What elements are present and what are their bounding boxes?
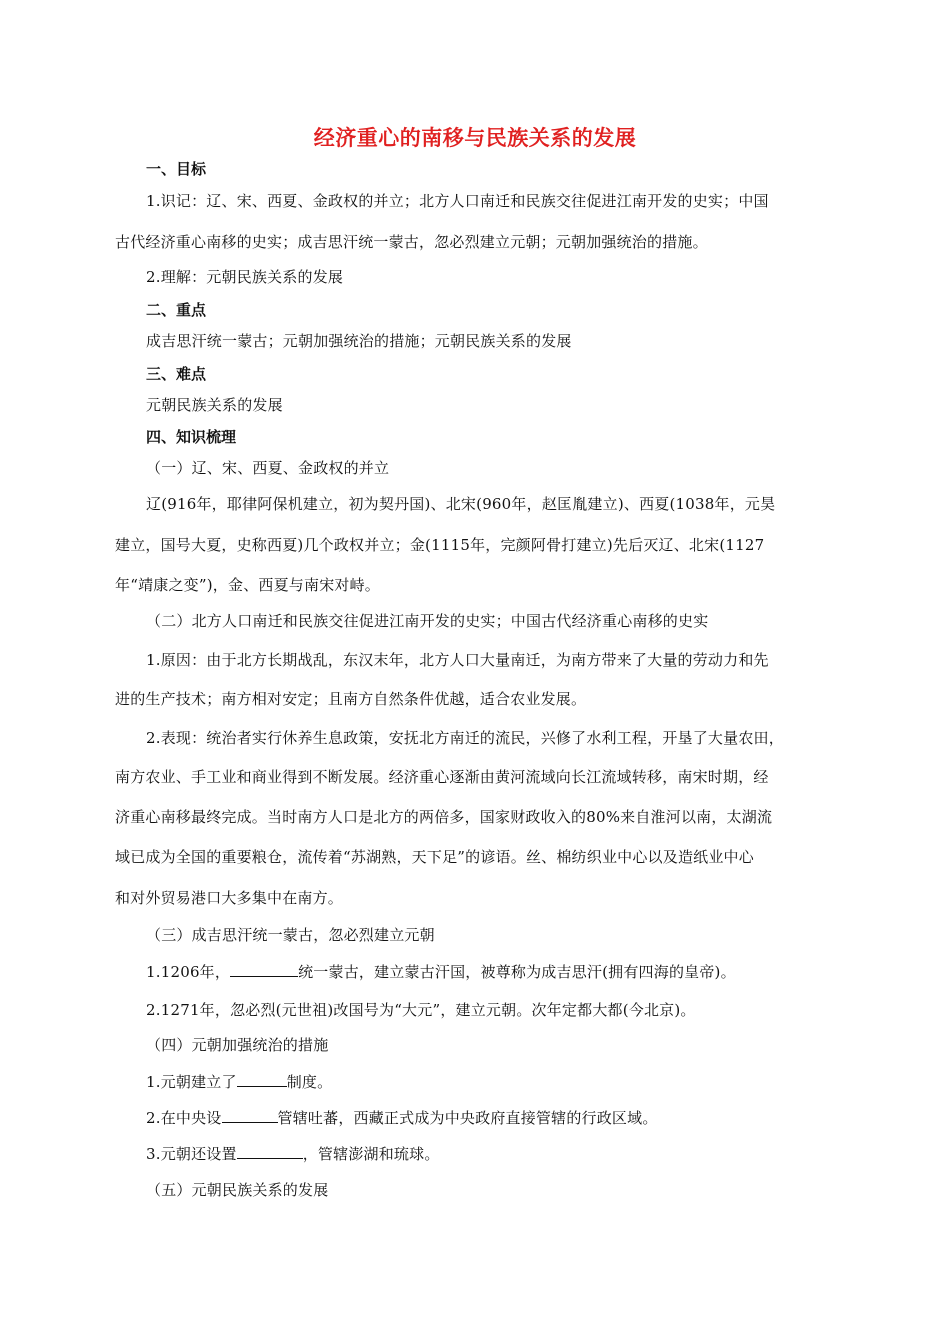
section-3-item-2: 2.1271年，忽必烈(元世祖)改国号为“大元”，建立元朝。次年定都大都(今北京)。 [146,1001,696,1019]
section-4-item-1 [146,1072,332,1092]
fill-blank-2[interactable] [237,1072,287,1087]
fill-blank-3[interactable] [222,1108,278,1123]
difficulty-text: 元朝民族关系的发展 [146,396,283,414]
section-1-para-line-1: 辽(916年，耶律阿保机建立，初为契丹国)、北宋(960年，赵匡胤建立)、西夏(1038年，元昊 [146,495,776,513]
section-4-title: （四）元朝加强统治的措施 [146,1036,329,1054]
heading-difficulty: 三、难点 [146,365,207,383]
section-1-title: （一）辽、宋、西夏、金政权的并立 [146,459,390,477]
heading-key: 二、重点 [146,301,207,319]
key-text: 成吉思汗统一蒙古；元朝加强统治的措施；元朝民族关系的发展 [146,332,572,350]
section-4-item-2-prefix: 2.在中央设 [146,1109,222,1127]
section-2-item-2-line-2: 南方农业、手工业和商业得到不断发展。经济重心逐渐由黄河流域向长江流域转移，南宋时期，经 [115,768,769,786]
section-3-item-1-prefix: 1.1206年， [146,963,231,981]
fill-blank-1[interactable] [230,962,298,977]
section-4-item-3 [146,1144,440,1164]
section-2-item-1-line-1: 1.原因：由于北方长期战乱，东汉末年，北方人口大量南迁，为南方带来了大量的劳动力和先 [146,651,769,669]
section-2-title: （二）北方人口南迁和民族交往促进江南开发的史实；中国古代经济重心南移的史实 [146,612,709,630]
section-2-item-2-line-5: 和对外贸易港口大多集中在南方。 [115,889,344,907]
goal-2: 2.理解：元朝民族关系的发展 [146,268,344,286]
section-2-item-2-line-4: 域已成为全国的重要粮仓，流传着“苏湖熟，天下足”的谚语。丝、棉纺织业中心以及造纸业中心 [115,848,754,866]
goal-1-line-2: 古代经济重心南移的史实；成吉思汗统一蒙古，忽必烈建立元朝；元朝加强统治的措施。 [115,233,708,251]
heading-knowledge: 四、知识梳理 [146,428,237,446]
section-3-item-1 [146,962,736,982]
fill-blank-4[interactable] [237,1144,303,1159]
section-4-item-1-prefix: 1.元朝建立了 [146,1073,237,1091]
document-title: 经济重心的南移与民族关系的发展 [313,126,637,150]
goal-1-line-1: 1.识记：辽、宋、西夏、金政权的并立；北方人口南迁和民族交往促进江南开发的史实；中国 [146,192,769,210]
section-2-item-2-line-1: 2.表现：统治者实行休养生息政策，安抚北方南迁的流民，兴修了水利工程，开垦了大量农田， [146,729,784,747]
section-2-item-2-line-3: 济重心南移最终完成。当时南方人口是北方的两倍多，国家财政收入的80%来自淮河以南，太湖流 [115,808,773,826]
section-5-title: （五）元朝民族关系的发展 [146,1181,329,1199]
section-4-item-1-suffix: 制度。 [286,1073,333,1091]
heading-goal: 一、目标 [146,160,207,178]
section-4-item-3-prefix: 3.元朝还设置 [146,1145,237,1163]
section-4-item-2 [146,1108,658,1128]
section-2-item-1-line-2: 进的生产技术；南方相对安定；且南方自然条件优越，适合农业发展。 [115,690,587,708]
section-3-item-1-suffix: 统一蒙古，建立蒙古汗国，被尊称为成吉思汗(拥有四海的皇帝)。 [298,963,736,981]
section-1-para-line-2: 建立，国号大夏，史称西夏)几个政权并立；金(1115年，完颜阿骨打建立)先后灭辽、北宋(1127 [115,536,765,554]
section-1-para-line-3: 年“靖康之变”)，金、西夏与南宋对峙。 [115,576,380,594]
section-4-item-2-suffix: 管辖吐蕃，西藏正式成为中央政府直接管辖的行政区域。 [277,1109,658,1127]
section-3-title: （三）成吉思汗统一蒙古，忽必烈建立元朝 [146,926,435,944]
section-4-item-3-suffix: ，管辖澎湖和琉球。 [302,1145,440,1163]
